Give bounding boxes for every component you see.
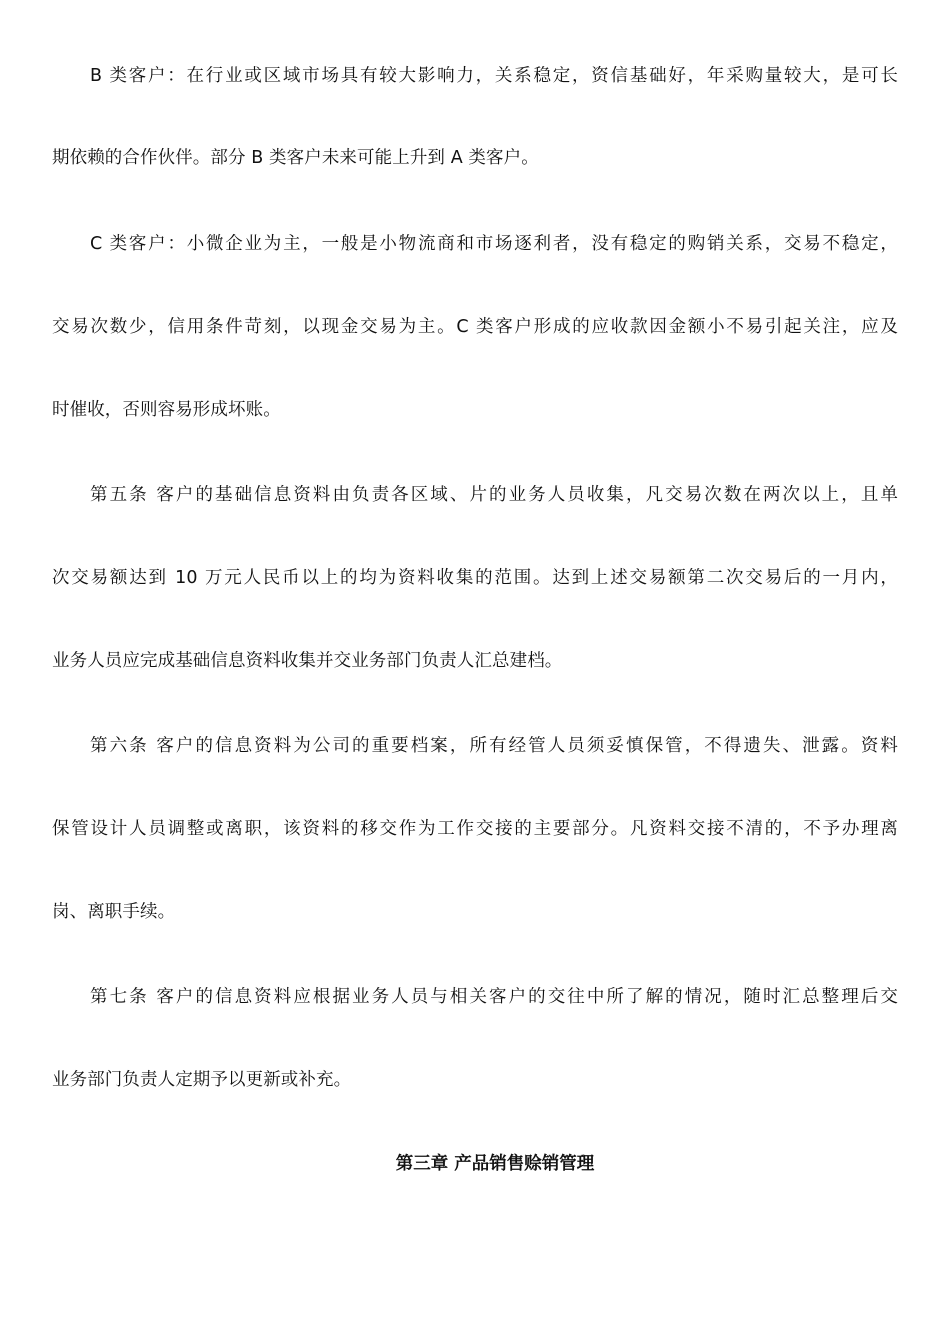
text-line: 业务部门负责人定期予以更新或补充。 bbox=[52, 1070, 352, 1090]
text-line: 期依赖的合作伙伴。部分 B 类客户未来可能上升到 A 类客户。 bbox=[52, 148, 539, 168]
text-line: 时催收，否则容易形成坏账。 bbox=[52, 400, 281, 420]
text-line: 业务人员应完成基础信息资料收集并交业务部门负责人汇总建档。 bbox=[52, 651, 563, 671]
text-line: B 类客户：在行业或区域市场具有较大影响力，关系稳定，资信基础好，年采购量较大，是可长 bbox=[90, 66, 898, 86]
chapter-heading: 第三章 产品销售赊销管理 bbox=[395, 1154, 595, 1174]
text-line: 次交易额达到 10 万元人民币以上的均为资料收集的范围。达到上述交易额第二次交易后的一月内， bbox=[52, 568, 898, 588]
text-line: C 类客户：小微企业为主，一般是小物流商和市场逐利者，没有稳定的购销关系，交易不稳定， bbox=[90, 234, 898, 254]
text-line: 交易次数少，信用条件苛刻，以现金交易为主。C 类客户形成的应收款因金额小不易引起关注，应及 bbox=[52, 317, 898, 337]
text-line: 第七条 客户的信息资料应根据业务人员与相关客户的交往中所了解的情况，随时汇总整理后交 bbox=[90, 987, 898, 1007]
text-line: 第五条 客户的基础信息资料由负责各区域、片的业务人员收集，凡交易次数在两次以上，且单 bbox=[90, 485, 898, 505]
text-line: 第六条 客户的信息资料为公司的重要档案，所有经管人员须妥慎保管，不得遗失、泄露。资料 bbox=[90, 736, 898, 756]
text-line: 岗、离职手续。 bbox=[52, 902, 176, 922]
text-line: 保管设计人员调整或离职，该资料的移交作为工作交接的主要部分。凡资料交接不清的，不予办理离 bbox=[52, 819, 898, 839]
